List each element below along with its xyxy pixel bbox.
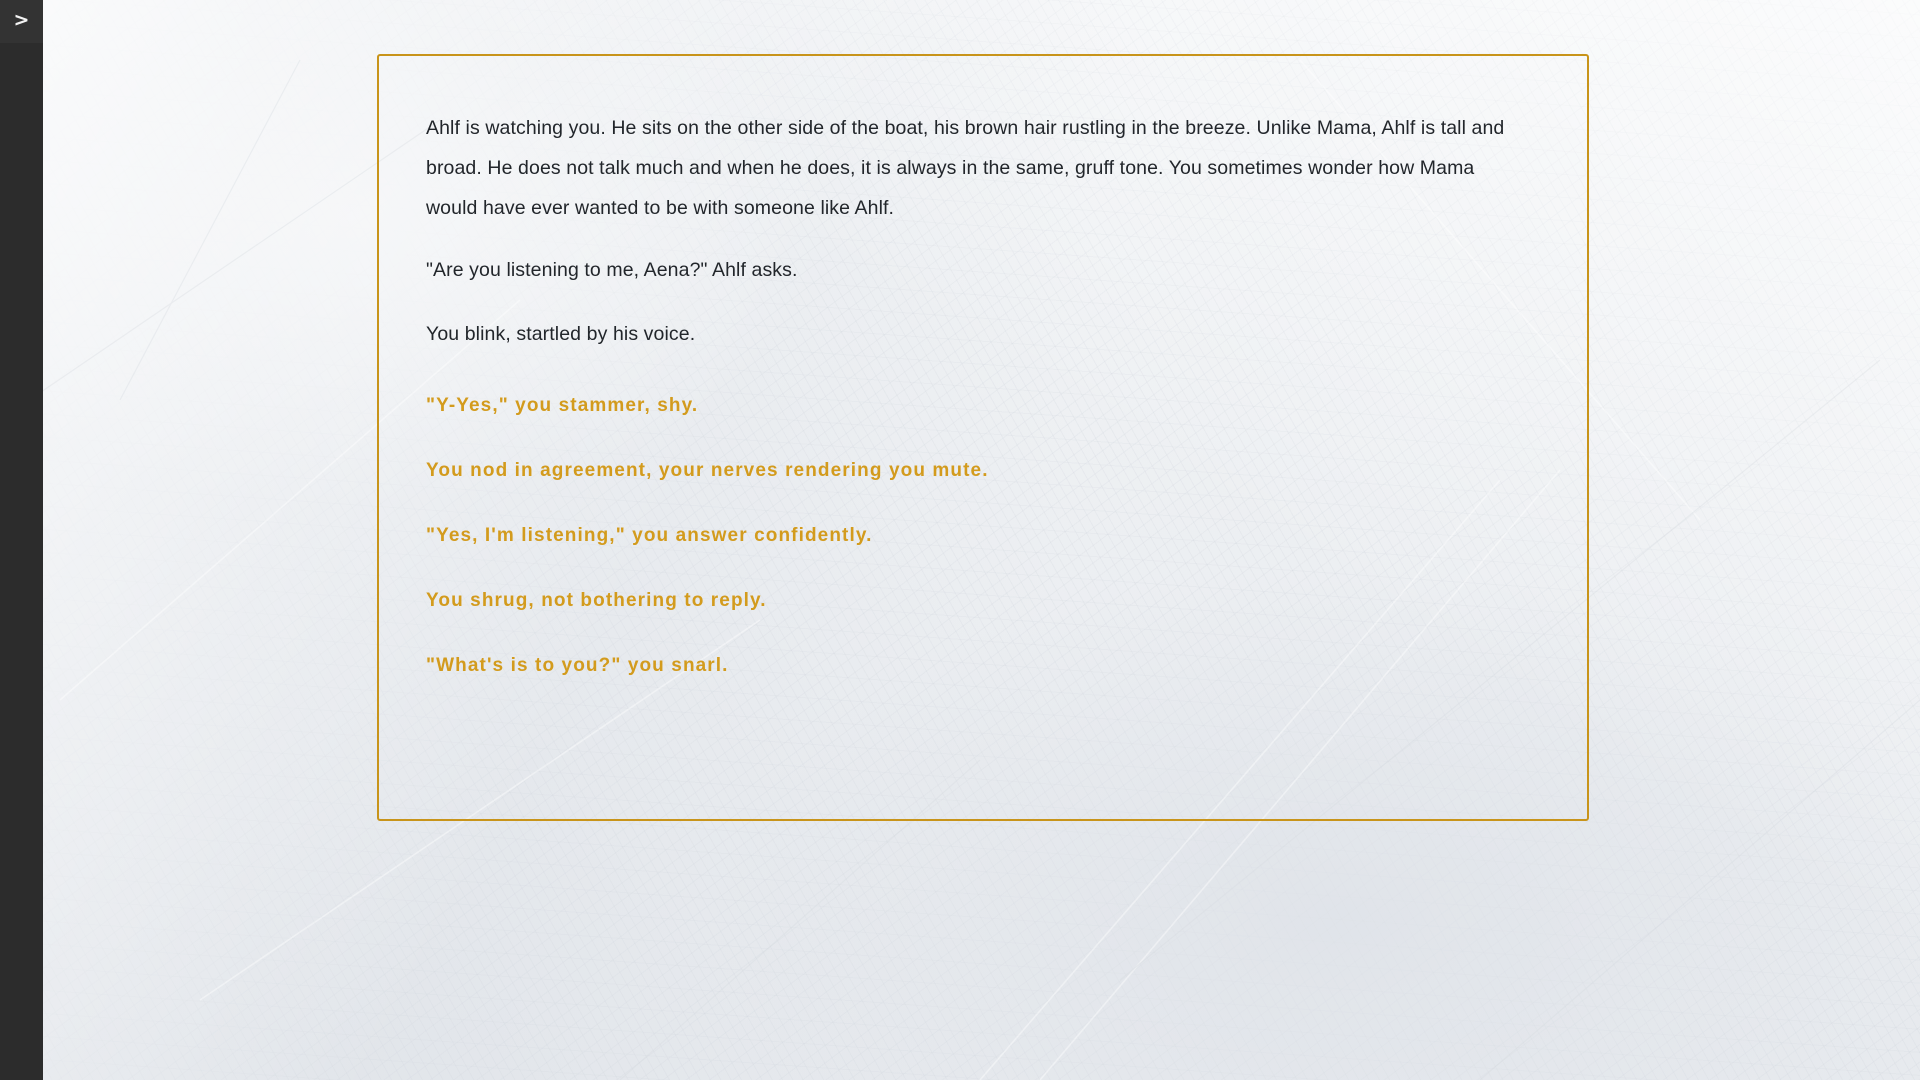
left-sidebar (0, 0, 43, 1080)
story-panel (377, 54, 1589, 821)
spacer (426, 378, 1547, 386)
choice-option-2[interactable]: You nod in agreement, your nerves rendering you mute. (426, 460, 989, 481)
choice-option-5[interactable]: "What's is to you?" you snarl. (426, 655, 729, 676)
chevron-right-icon: > (13, 9, 30, 31)
choice-option-4[interactable]: You shrug, not bothering to reply. (426, 590, 767, 611)
story-content (426, 108, 1547, 711)
narration-paragraph: You blink, startled by his voice. (426, 323, 696, 345)
narration-paragraph: "Are you listening to me, Aena?" Ahlf asks. (426, 259, 798, 281)
choice-option-1[interactable]: "Y-Yes," you stammer, shy. (426, 395, 699, 416)
sidebar-toggle-button[interactable] (0, 0, 43, 43)
choice-option-3[interactable]: "Yes, I'm listening," you answer confidently. (426, 525, 873, 546)
narration-paragraph: Ahlf is watching you. He sits on the other side of the boat, his brown hair rustling in the breeze. Unlike Mama, Ahlf is tall and broad. He does not talk much and when he does, it is always in the same, gruff tone. You sometimes wonder how Mama would have ever wanted to be with someone like Ahlf. (426, 117, 1505, 219)
